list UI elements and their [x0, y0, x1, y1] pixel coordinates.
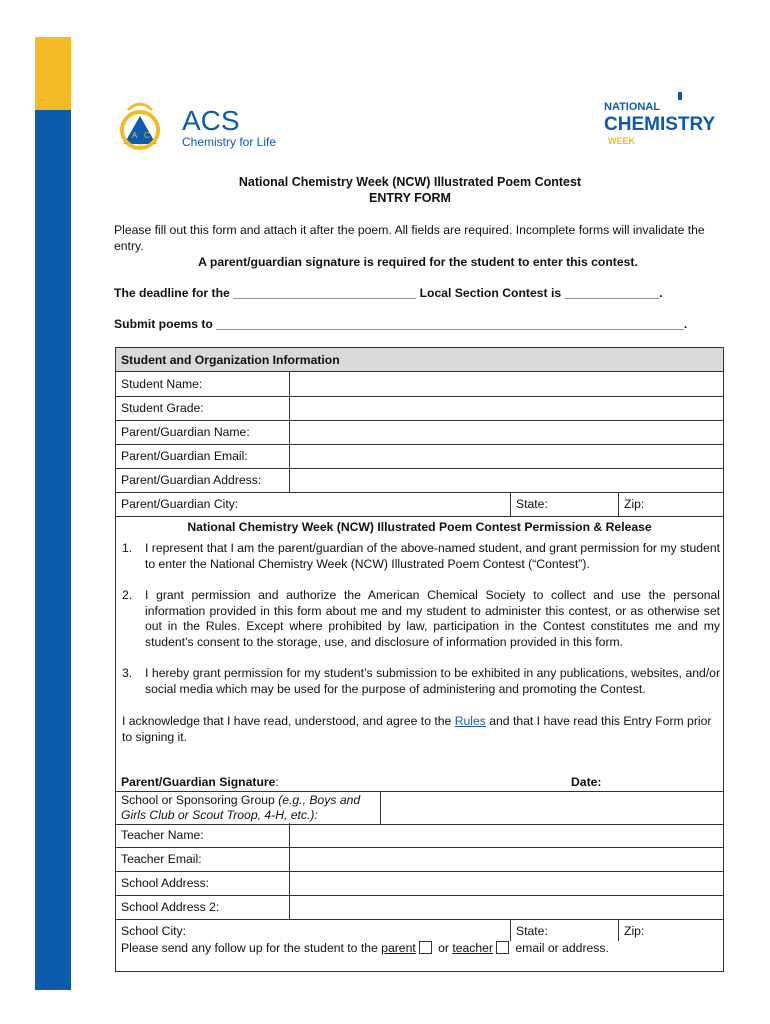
acs-seal-letter-s: S	[138, 143, 144, 152]
city-label: Parent/Guardian City:	[121, 497, 239, 511]
school-city-row	[116, 919, 723, 941]
student-section-heading: Student and Organization Information	[116, 348, 723, 372]
intro-text: Please fill out this form and attach it after the poem. All fields are required. Incomplete forms will invalidate the entry.	[114, 223, 705, 253]
school-address2-input[interactable]	[290, 895, 723, 919]
school-group-label: School or Sponsoring Group (e.g., Boys and Girls Club or Scout Troop, 4-H, etc.):	[121, 793, 361, 822]
field-label: School Address:	[121, 876, 210, 890]
rules-link[interactable]: Rules	[454, 714, 486, 728]
field-label: School Address 2:	[121, 900, 220, 914]
student-name-input[interactable]	[290, 372, 723, 396]
student-grade-input[interactable]	[290, 396, 723, 420]
teacher-email-input[interactable]	[290, 847, 723, 871]
school-address2-row	[116, 895, 723, 920]
city-label: School City:	[121, 924, 187, 938]
guardian-address-input[interactable]	[290, 468, 723, 492]
guardian-signature-label[interactable]: Parent/Guardian Signature:	[121, 775, 279, 789]
field-label: Student Grade:	[121, 401, 204, 415]
side-accent-blue	[35, 110, 71, 990]
acs-logo	[118, 100, 308, 162]
field-label: Teacher Email:	[121, 852, 202, 866]
acs-seal-icon	[124, 116, 156, 144]
form-subtitle: ENTRY FORM	[369, 191, 451, 205]
state-label: State:	[516, 924, 548, 938]
permission-heading: National Chemistry Week (NCW) Illustrated Poem Contest Permission & Release	[187, 520, 652, 534]
student-name-row	[116, 372, 723, 397]
acs-seal-letter-a: A	[132, 131, 138, 140]
guardian-address-row	[116, 468, 723, 493]
ncw-logo	[602, 88, 732, 158]
date-label[interactable]: Date:	[571, 775, 602, 789]
acs-wordmark: ACS	[182, 105, 240, 136]
entry-form-table	[115, 347, 724, 972]
permission-item-1	[122, 541, 720, 572]
field-label: Student Name:	[121, 377, 203, 391]
item-number: 1.	[122, 541, 133, 555]
guardian-name-input[interactable]	[290, 420, 723, 444]
field-label: Teacher Name:	[121, 828, 204, 842]
school-address-row	[116, 871, 723, 896]
field-label: Parent/Guardian Address:	[121, 473, 262, 487]
ncw-line1: NATIONAL	[604, 101, 661, 113]
state-label: State:	[516, 497, 548, 511]
form-title: National Chemistry Week (NCW) Illustrated Poem Contest	[238, 175, 582, 189]
permission-item-3	[122, 666, 720, 697]
deadline-line[interactable]: The deadline for the ___________________________ Local Section Contest is ______________.	[114, 286, 663, 300]
item-text: I grant permission and authorize the American Chemical Society to collect and use the personal information provided in this form about me and my student to administer this contest, or as otherwise set out in the Rules. Except where prohibited by law, participation in the Contest constitutes me and my student’s consent to the storage, use, and disclosure of information provided in this form.	[145, 588, 720, 649]
teacher-name-row	[116, 823, 723, 848]
signature-requirement: A parent/guardian signature is required for the student to enter this contest.	[198, 255, 638, 269]
field-label: Parent/Guardian Email:	[121, 449, 248, 463]
school-group-row	[116, 791, 723, 825]
parent-checkbox[interactable]	[419, 941, 432, 954]
guardian-name-row	[116, 420, 723, 445]
item-number: 3.	[122, 666, 133, 680]
student-grade-row	[116, 396, 723, 421]
item-text: I represent that I am the parent/guardian of the above-named student, and grant permission for my student to enter the National Chemistry Week (NCW) Illustrated Poem Contest (“Contest”).	[145, 541, 720, 571]
teacher-name-input[interactable]	[290, 823, 723, 847]
followup-row: Please send any follow up for the student to the parent or teacher email or address.	[121, 941, 609, 955]
acs-seal-letter-c: C	[144, 131, 150, 140]
field-label: Parent/Guardian Name:	[121, 425, 250, 439]
guardian-email-input[interactable]	[290, 444, 723, 468]
item-number: 2.	[122, 588, 133, 602]
teacher-email-row	[116, 847, 723, 872]
school-address-input[interactable]	[290, 871, 723, 895]
zip-label: Zip:	[624, 924, 645, 938]
school-group-input[interactable]	[381, 792, 723, 824]
acs-tagline: Chemistry for Life	[182, 135, 277, 149]
ncw-line3: WEEK	[608, 136, 635, 146]
ncw-line2: CHEMISTRY	[604, 114, 716, 135]
guardian-city-row	[116, 492, 723, 517]
acknowledgement: I acknowledge that I have read, understood, and agree to the Rules and that I have read this Entry Form prior to signing it.	[122, 714, 712, 744]
acs-eagle-icon	[128, 104, 152, 110]
teacher-checkbox[interactable]	[496, 941, 509, 954]
submit-line[interactable]: Submit poems to _____________________________________________________________________.	[114, 317, 688, 331]
side-accent-yellow	[35, 37, 71, 110]
guardian-email-row	[116, 444, 723, 469]
permission-item-2	[122, 588, 720, 650]
zip-label: Zip:	[624, 497, 645, 511]
test-tube-icon	[678, 92, 682, 100]
item-text: I hereby grant permission for my student’s submission to be exhibited in any publications, websites, and/or social media which may be used for the purpose of administering and promoting the Contest.	[145, 666, 720, 696]
